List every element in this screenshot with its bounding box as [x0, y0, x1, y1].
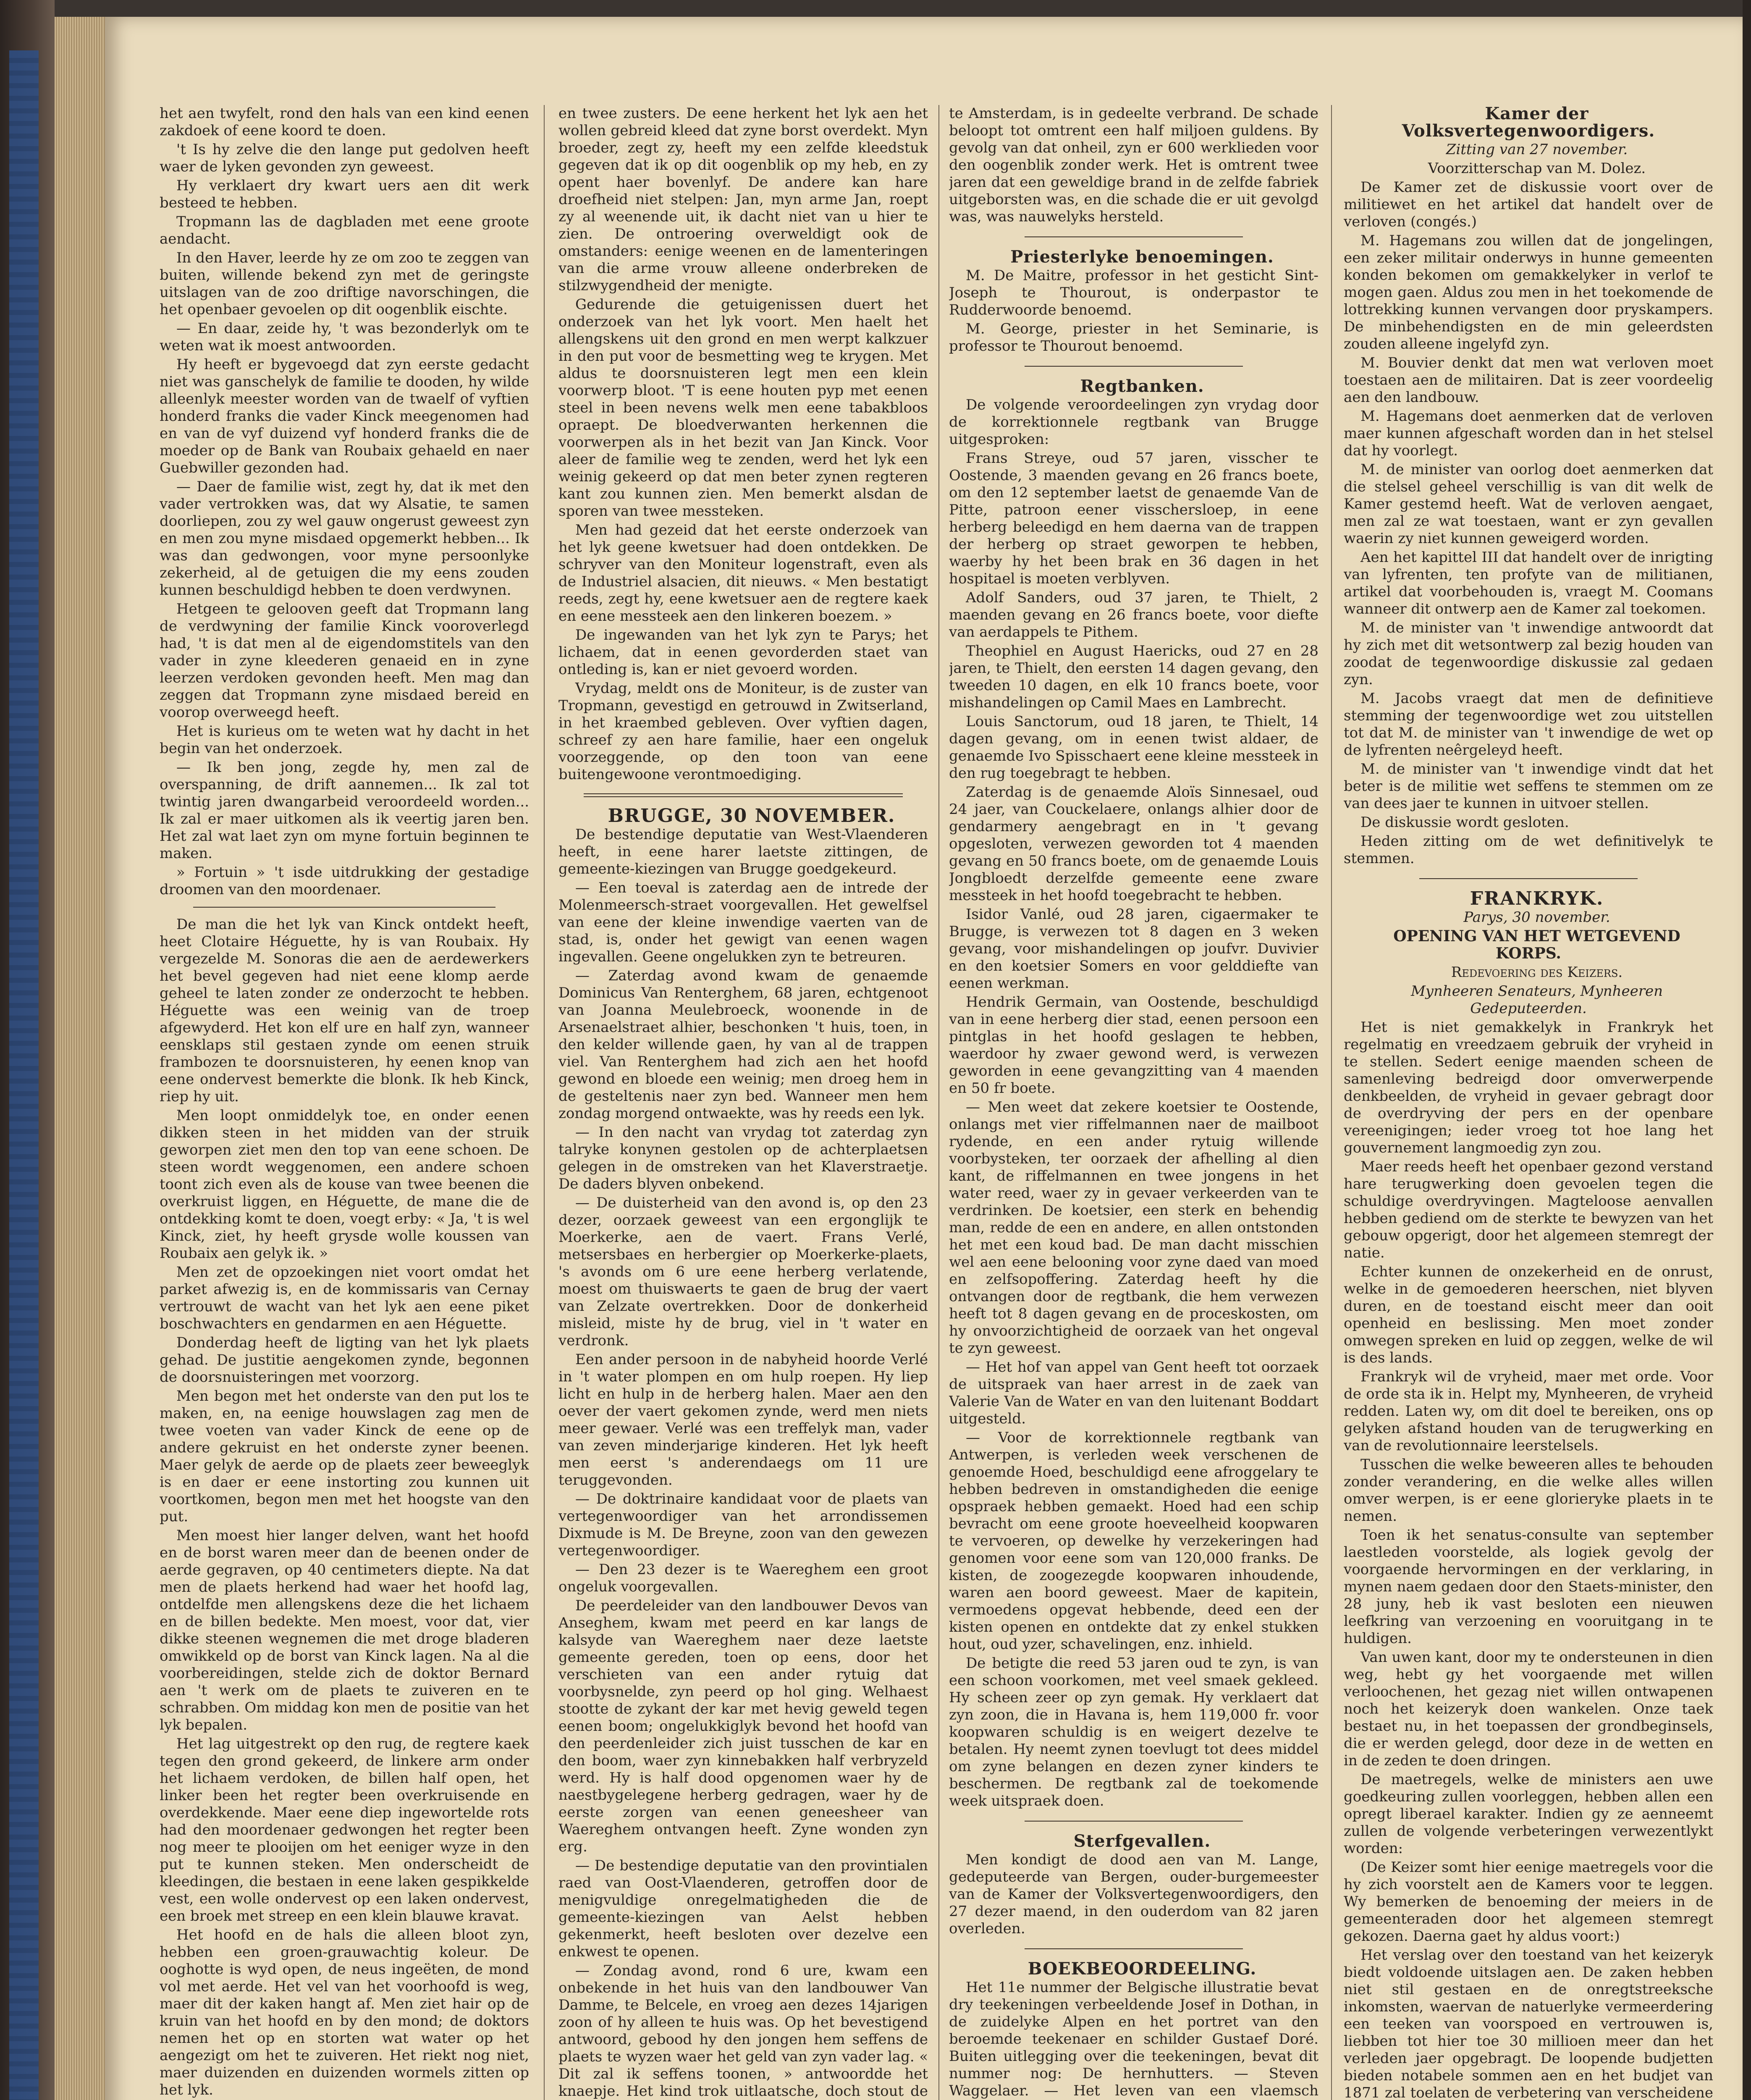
paragraph: Isidor Vanlé, oud 28 jaren, cigaermaker te Brugge, is verwezen tot 8 dagen en 3 weken gevang, voor mishandelingen op joufvr. Duvivier en den koetsier Somers en voor gelddiefte van eenen werkman. [949, 906, 1318, 992]
section-heading-brugge: BRUGGE, 30 NOVEMBER. [608, 805, 896, 827]
paragraph: Het lag uitgestrekt op den rug, de regtere kaek tegen den grond gekeerd, de linkere arm onder het lichaem verdoken, de billen half open, het linker been het regter been overkruisende en overdekkende. Maer eene diep ingewortelde rots had den moordenaer gedwongen het regter been nog meer te plooijen om het eeniger wyze in den put te kunnen steken. Men onderscheidt de kleedingen, die bestaen in eene laken gespikkelde vest, een wolle ondervest op een laken ondervest, een broek met streep en een klein blauwe kravat. [160, 1735, 529, 1924]
paragraph: M. George, priester in het Seminarie, is professor te Thourout benoemd. [949, 320, 1318, 354]
paragraph: Het is kurieus om te weten wat hy dacht in het begin van het onderzoek. [160, 723, 529, 757]
divider [193, 907, 495, 908]
paragraph: M. Hagemans doet aenmerken dat de verloven maer kunnen afgeschaft worden dan in het stelsel dat hy voorlegt. [1344, 408, 1713, 459]
session-chair: Voorzitterschap van M. Dolez. [1428, 160, 1646, 177]
paragraph: Hetgeen te gelooven geeft dat Tropmann lang de verdwyning der familie Kinck vooroverlegd had, 't is dat men al de eigendomstitels van den vader in zyne kleederen genaeid en in zyne leerzen verdoken gevonden heeft. Men mag dan zeggen dat Tropmann zyne misdaed bereid en voorop overweegd heeft. [160, 601, 529, 721]
section-heading-review: BOEKBEOORDEELING. [1028, 1959, 1257, 1979]
paragraph: De ingewanden van het lyk zyn te Parys; het lichaem, dat in eenen gevorderden staet van ontleding is, kan er niet gevoerd worden. [558, 627, 928, 678]
paragraph: De diskussie wordt gesloten. [1360, 814, 1569, 831]
paragraph: — Ik ben jong, zegde hy, men zal de overspanning, de drift aannemen... Ik zal tot twintig jaren dwangarbeid veroordeeld worden... Ik zal er maer uitkomen als ik veertig jaren ben. Het zal wat laet zyn om myne fortuin beginnen te maken. [160, 759, 529, 862]
paragraph: en twee zusters. De eene herkent het lyk aen het wollen gebreid kleed dat zyne borst overdekt. Myn broeder, zegt zy, heeft my een zelfde kleedstuk gegeven dat ik op dit oogenblik op my heb, en zy opent haer bovenlyf. De andere kan hare droefheid niet stelpen: Jan, myn arme Jan, roept zy al weenende uit, ik dacht niet van u hier te zien. De ontroering overweldigt ook de omstanders: eenige weenen en de lamenteringen van die arme vrouw alleene onderbreken de stilzwygendheid der menigte. [558, 105, 928, 294]
paragraph: De betigte die reed 53 jaren oud te zyn, is van een schoon voorkomen, met veel smaek gekleed. Hy scheen zeer op zyn gemak. Hy verklaert dat zyn zoon, die in Havana is, hem 119,000 fr. voor koopwaren schuldig is en weigert dezelve te betalen. Hy neemt zynen toevlugt tot dees middel om zyne belangen en dezen zyner kinders te beschermen. De regtbank zal de toekomende week uitspraek doen. [949, 1655, 1318, 1809]
paragraph: Men zet de opzoekingen niet voort omdat het parket afwezig is, en de kommissaris van Cernay vertrouwt de wacht van het lyk aen eene piket boschwachters en gendarmen en aen Héguette. [160, 1264, 529, 1332]
paragraph: 't Is hy zelve die den lange put gedolven heeft waer de lyken gevonden zyn geweest. [160, 141, 529, 175]
column-rule [1331, 105, 1332, 2100]
paragraph: — In den nacht van vrydag tot zaterdag zyn talryke konynen gestolen op de achterplaetsen gelegen in de omstreken van het Klaverstraetje. De daders blyven onbekend. [558, 1124, 928, 1192]
section-heading-deaths: Sterfgevallen. [1073, 1831, 1211, 1851]
paragraph: M. de minister van oorlog doet aenmerken dat die stelsel geheel verschillig is van dit welk de Kamer gestemd heeft. Wat de verloven aengaet, men zal ze wat toestaen, want er zyn gevallen waerin zy niet kunnen geweigerd worden. [1344, 461, 1713, 547]
spine-cloth [9, 50, 39, 2100]
column-rule [544, 105, 545, 2100]
paragraph: het aen twyfelt, rond den hals van een kind eenen zakdoek of eene koord te doen. [160, 105, 529, 139]
paragraph: Aen het kapittel III dat handelt over de inrigting van lyfrenten, ten profyte van de militianen, artikel dat voorbehouden is, vraegt M. Coomans wanneer dit ontwerp aen de Kamer zal toekomen. [1344, 549, 1713, 617]
divider [1025, 236, 1243, 237]
paragraph: Een ander persoon in de nabyheid hoorde Verlé in 't water plompen en om hulp roepen. Hy liep licht en hulp in de herberg halen. Maer aen den oever der vaert gekomen zynde, werd men niets meer gewaer. Verlé was een treffelyk man, vader van zeven minderjarige kinderen. Het lyk heeft men eerst 's anderendaegs om 11 ure teruggevonden. [558, 1351, 928, 1488]
paragraph: De maetregels, welke de ministers aen uwe goedkeuring zullen voorleggen, hebben allen een opregt liberael karakter. Indien gy ze aenneemt zullen de volgende verbeteringen verwezentlykt worden: [1344, 1771, 1713, 1857]
paragraph: M. De Maitre, professor in het gesticht Sint-Joseph te Thourout, is onderpastor te Rudderwoorde benoemd. [949, 267, 1318, 318]
paragraph: Maer reeds heeft het openbaer gezond verstand hare terugwerking doen gevoelen tegen die schuldige overdryvingen. Magteloose aenvallen hebben gediend om de sterkte te bewyzen van het gebouw opgerigt, door het algemeen stemregt der natie. [1344, 1158, 1713, 1261]
paragraph: Het verslag over den toestand van het keizeryk biedt voldoende uitslagen aen. De zaken hebben niet stil gestaen en de onregtstreeksche inkomsten, waervan de natuerlyke vermeerdering een teeken van voorspoed en vertrouwen is, liebben tot hier toe 30 millioen meer dan het verleden jaer opgebragt. De loopende budjetten bieden notabele sommen aen en het budjet van 1871 zal toelaten de verbetering van verscheidene [1344, 1947, 1713, 2100]
paragraph: Toen ik het senatus-consulte van september laestleden voorstelde, als logiek gevolg der voorgaende hervormingen en der verklaring, in mynen naem gedaen door den Staets-minister, den 28 juny, heb ik vast besloten een nieuwen leefkring van verzoening en vooruitgang in te huldigen. [1344, 1527, 1713, 1647]
session-date: Zitting van 27 november. [1446, 141, 1628, 158]
paragraph: Men kondigt de dood aen van M. Lange, gedeputeerde van Bergen, ouder-burgemeester van de Kamer der Volksvertegenwoordigers, den 27 dezer maend, in den ouderdom van 82 jaren overleden. [949, 1851, 1318, 1937]
right-edge-shadow [1743, 0, 1751, 2100]
column-rule [938, 105, 939, 2100]
paragraph: Tropmann las de dagbladen met eene groote aendacht. [160, 213, 529, 247]
paragraph: M. de minister van 't inwendige vindt dat het beter is de militie wet seffens te stemmen om ze van dees jaer te kunnen in uitvoer stellen. [1344, 761, 1713, 812]
paragraph: Men loopt onmiddelyk toe, en onder eenen dikken steen in het midden van der struik geworpen ziet men den top van eene schoen. De steen wordt weggenomen, een andere schoen toont zich even als de kouse van twee beenen die overkruist liggen, en Héguette, de mane die de ontdekking komt te doen, voegt erby: « Ja, 't is wel Kinck, ziet, hy heeft grysde wolle koussen van Roubaix aen gelyk ik. » [160, 1107, 529, 1262]
paragraph: Hy heeft er bygevoegd dat zyn eerste gedacht niet was ganschelyk de familie te dooden, hy wilde alleenlyk meester worden van de twaelf of vyftien honderd franks die vader Kinck meegenomen had en van de vyf duizend vyf honderd franks die de moeder op de Bank van Roubaix gehaeld en naer Guebwiller gezonden had. [160, 356, 529, 476]
page-edges [55, 17, 105, 2100]
paragraph: Echter kunnen de onzekerheid en de onrust, welke in de gemoederen heerschen, niet blyven duren, en de toestand eischt meer dan ooit openheid en beslissing. Men moet zonder omwegen spreken en luid op zeggen, welke de wil is des lands. [1344, 1263, 1713, 1366]
paragraph: Donderdag heeft de ligting van het lyk plaets gehad. De justitie aengekomen zynde, begonnen de doorsnuisteringen met voorzorg. [160, 1334, 529, 1386]
paragraph: — Een toeval is zaterdag aen de intrede der Molenmeersch-straet voorgevallen. Het gewelfsel van eene der kleine inwendige vaerten van de stad, is, onder het gewigt van eenen wagen ingevallen. Geene ongelukken zyn te betreuren. [558, 879, 928, 965]
paragraph: De Kamer zet de diskussie voort over de militiewet en het artikel dat handelt over de verloven (congés.) [1344, 179, 1713, 230]
paragraph: te Amsterdam, is in gedeelte verbrand. De schade beloopt tot omtrent een half miljoen guldens. By gevolg van dat onheil, zyn er 600 werklieden voor den oogenblik zonder werk. Het is omtrent twee jaren dat een geweldige brand in de zelfde fabriek uitgeborsten was, en die schade die er uit gevolgd was, was nauwelyks hersteld. [949, 105, 1318, 225]
paragraph: Hy verklaert dry kwart uers aen dit werk besteed te hebben. [160, 177, 529, 211]
section-heading-priests: Priesterlyke benoemingen. [1010, 247, 1274, 267]
article-title: OPENING VAN HET WETGEVEND KORPS. [1393, 927, 1680, 962]
paragraph: — En daar, zeide hy, 't was bezonderlyk om te weten wat ik moest antwoorden. [160, 320, 529, 354]
paragraph: Theophiel en August Haericks, oud 27 en 28 jaren, te Thielt, den eersten 14 dagen gevang, den tweeden 10 dagen, en elk 10 francs boete, voor mishandelingen op Camil Maes en Lambrecht. [949, 643, 1318, 711]
paragraph: Men had gezeid dat het eerste onderzoek van het lyk geene kwetsuer had doen ontdekken. De schryver van den Moniteur logenstraft, even als de Industriel alsacien, dit nieuws. « Men bestatigt reeds, zegt hy, eene kwetsuer aen de regtere kaek en eene messteek aen den linkeren boezem. » [558, 522, 928, 625]
column-3 [949, 105, 1318, 2100]
paragraph: Het hoofd en de hals die alleen bloot zyn, hebben een groen-grauwachtig koleur. De ooghotte is wyd open, de neus ingeëten, de mond vol met aerde. Het vel van het voorhoofd is weg, maer dit der kaken hangt af. Men ziet hair op de kruin van het hoofd en by den mond; de doktors nemen het op en storten wat water op het aengezigt om het te zuiveren. Het riekt nog niet, maer duizenden en duizenden wormels zitten op het lyk. [160, 1927, 529, 2098]
paragraph: M. de minister van 't inwendige antwoordt dat hy zich met dit wetsontwerp zal bezig houden van zoodat de tegenwoordige diskussie zal gedaen zyn. [1344, 620, 1713, 688]
section-heading-courts: Regtbanken. [1080, 376, 1204, 396]
paragraph: Tusschen die welke beweeren alles te behouden zonder verandering, en die welke alles willen omver werpen, is er eene glorieryke plaets in te nemen. [1344, 1456, 1713, 1525]
paragraph: M. Bouvier denkt dat men wat verloven moet toestaen aen de militairen. Dat is zeer voordeelig aen den landbouw. [1344, 354, 1713, 406]
paragraph: Vrydag, meldt ons de Moniteur, is de zuster van Tropmann, gevestigd en getrouwd in Zwitserland, in het kraembed gebleven. Over vyftien dagen, schreef zy aen hare familie, haer een ongeluk voorzeggende, op den toon van eene buitengewoone verontmoediging. [558, 680, 928, 783]
paragraph: Men begon met het onderste van den put los te maken, en, na eenige houwslagen zag men de twee voeten van vader Kinck de eene op de andere gekruist en het onderste zyner beenen. Maer gelyk de aerde op de plaets zeer beweeglyk is en daer er eene instorting zou kunnen uit voortkomen, begon men met het hoogste van den put. [160, 1388, 529, 1525]
paragraph: Van uwen kant, door my te ondersteunen in dien weg, hebt gy het voorgaende met willen verloochenen, het gezag niet willen ontwapenen noch het keizeryk doen wankelen. Onze taek bestaet nu, in het toepassen der grondbeginsels, die er werden gelegd, door deze in de wetten en in de zeden te doen dringen. [1344, 1649, 1713, 1769]
section-heading-france: FRANKRYK. [1470, 888, 1604, 909]
paragraph: Het is niet gemakkelyk in Frankryk het regelmatig en vreedzaem gebruik der vryheid in te stellen. Sedert eenige maenden scheen de samenleving bedreigd door omverwerpende denkbeelden, de vryheid in gevaer gebragt door de overdryving der pers en der openbare vereenigingen; ieder vroeg tot hoe lang het gouvernement langmoedig zyn zou. [1344, 1019, 1713, 1156]
paragraph: — Men weet dat zekere koetsier te Oostende, onlangs met vier riffelmannen naer de mailboot rydende, en een ander rytuig willende voorbysteken, ter oorzaek der afhelling al dien kant, de riffelmannen en twee jongens in het water reed, waer zy in gevaer verkeerden van te verdrinken. De koetsier, een sterk en behendig man, redde de een en andere, en allen ontstonden het met een koud bad. De man dacht misschien wel aen eene belooning voor zyne daed van moed en zelfsopoffering. Zaterdag heeft hy die ontvangen door de regtbank, die hem verwezen heeft tot 8 dagen gevang en de proceskosten, om hy onvoorzichtigheid de oorzaek van het ongeval te zyn geweest. [949, 1099, 1318, 1357]
book-spine [0, 0, 55, 2100]
paragraph: Adolf Sanders, oud 37 jaren, te Thielt, 2 maenden gevang en 26 francs boete, voor diefte van aerdappels te Pithem. [949, 589, 1318, 640]
divider [1025, 366, 1243, 367]
paragraph: — Daer de familie wist, zegt hy, dat ik met den vader vertrokken was, dat wy Alsatie, te samen doorliepen, zou zy wel gauw ongerust geweest zyn en men zou myne misdaed opgemerkt hebben... Ik was dan gedwongen, voor myne persoonlyke zekerheid, al de getuigen die my eens zouden kunnen beschuldigd hebben te doen verdwynen. [160, 478, 529, 598]
section-heading-chamber: Kamer der Volksvertegenwoordigers. [1402, 105, 1655, 141]
paragraph: » Fortuin » 't isde uitdrukking der gestadige droomen van den moordenaer. [160, 864, 529, 898]
paragraph: — De bestendige deputatie van den provintialen raed van Oost-Vlaenderen, getroffen door de menigvuldige onregelmatigheden die de gemeente-kiezingen van Aelst hebben gekenmerkt, heeft besloten over dezelve een enkwest te openen. [558, 1857, 928, 1960]
paragraph: — Den 23 dezer is te Waereghem een groot ongeluk voorgevallen. [558, 1561, 928, 1595]
paragraph: (De Keizer somt hier eenige maetregels voor die hy zich voorstelt aen de Kamers voor te leggen. Wy bemerken de benoeming der meiers in de gemeenteraden door het algemeen stemregt gekozen. Daerna gaet hy aldus voort:) [1344, 1859, 1713, 1945]
paragraph: M. Jacobs vraegt dat men de definitieve stemming der tegenwoordige wet zou uitstellen tot dat M. de minister van 't inwendige de wet op de lyfrenten neêrgeleyd heeft. [1344, 690, 1713, 759]
paragraph: Hendrik Germain, van Oostende, beschuldigd van in eene herberg dier stad, eenen persoon een pintglas in het hoofd geslagen te hebben, waerdoor hy zwaer gewond werd, is verwezen geworden in eene gevangzitting van 4 maenden en 50 fr boete. [949, 994, 1318, 1097]
columns [160, 105, 1738, 2100]
paragraph: Louis Sanctorum, oud 18 jaren, te Thielt, 14 dagen gevang, om in eenen twist aldaer, de genaemde Ivo Spisschaert eene kleine messteek in den rug toegebragt te hebben. [949, 713, 1318, 782]
paragraph: Het 11e nummer der Belgische illustratie bevat dry teekeningen verbeeldende Josef in Dothan, in de zuidelyke Alpen en het portret van den beroemde teekenaer en schilder Gustaef Doré. Buiten uitlegging over die teekeningen, bevat dit nummer nog: De hernhutters. — Steven Waggelaer. — Het leven van een vlaemsch [949, 1979, 1318, 2099]
column-2 [558, 105, 928, 2100]
paragraph: — Zaterdag avond kwam de genaemde Dominicus Van Renterghem, 68 jaren, echtgenoot van Joanna Meulebroeck, woonende in de Arsenaelstraet alhier, beschonken 't huis, toen, in den kelder willende gaen, hy van al de trappen viel. Van Renterghem had zich aen het hoofd gewond en bloede een weinig; men droeg hem in de gesteltenis naer zyn bed. Wanneer men hem zondag morgend ontwaekte, was hy reeds een lyk. [558, 967, 928, 1122]
divider [1025, 1948, 1243, 1949]
paragraph: Zaterdag is de genaemde Aloïs Sinnesael, oud 24 jaer, van Couckelaere, onlangs alhier door de gendarmery aengebragt en in 't gevang opgesloten, verwezen geworden tot 4 maenden gevang en 50 francs boete, om de genaemde Louis Jongbloedt derzelfde gemeente eene zware messteek in het hoofd toegebracht te hebben. [949, 784, 1318, 904]
salutation: Mynheeren Senateurs, Mynheeren Gedeputeerden. [1410, 983, 1663, 1017]
paragraph: — Het hof van appel van Gent heeft tot oorzaek de uitspraek van haer arrest in de zaek van Valerie Van de Water en van den luitenant Boddart uitgesteld. [949, 1359, 1318, 1427]
paragraph: Heden zitting om de wet definitivelyk te stemmen. [1344, 833, 1713, 867]
divider [1025, 1821, 1243, 1822]
paragraph: — De duisterheid van den avond is, op den 23 dezer, oorzaek geweest van een ergonglijk te Moerkerke, aen de vaert. Frans Verlé, metsersbaes en herbergier op Moerkerke-plaets, 's avonds om 6 ure eene herberg verlatende, moest om thuiswaerts te gaen de brug der vaert van Zelzate overtrekken. Door de donkerheid misleid, miste hy de brug, viel in 't water en verdronk. [558, 1194, 928, 1349]
dateline: Parys, 30 november. [1463, 909, 1610, 926]
paragraph: De man die het lyk van Kinck ontdekt heeft, heet Clotaire Héguette, hy is van Roubaix. Hy vergezelde M. Sonoras die aen de aerdewerkers het bevel gegeven had niet eene klomp aerde geheel te laten zonder ze onderzocht te hebben. Héguette was een weinig van de troep afgewyderd. Het kon elf ure en half zyn, wanneer eensklaps stil gestaen zynde om eenen struik frambozen te doorsnuisteren, hy eenen knop van eene ondervest bemerkte die blonk. Ik heb Kinck, riep hy uit. [160, 916, 529, 1105]
paragraph: — De doktrinaire kandidaat voor de plaets van vertegenwoordiger van het arrondissemen Dixmude is M. De Breyne, zoon van den gewezen vertegenwoordiger. [558, 1491, 928, 1559]
paragraph: — Zondag avond, rond 6 ure, kwam een onbekende in het huis van den landbouwer Van Damme, te Belcele, en vroeg aen dezes 14jarigen zoon of hy alleen te huis was. Op het bevestigend antwoord, gebood hy den jongen hem seffens de plaets te wyzen waer het geld van zyn vader lag. « Dit zal ik seffens toonen, » antwoordde het knaepje. Het kind trok uitlaatsche, doch stout de [558, 1962, 928, 2100]
divider [1419, 878, 1638, 879]
column-4 [1344, 105, 1713, 2100]
paragraph: Men moest hier langer delven, want het hoofd en de borst waren meer dan de beenen onder de aerde gegraven, op 40 centimeters diepte. Na dat men de plaets herkend had waer het hoofd lag, ontdelfde men allengskens deze die het lichaem en de billen bedekte. Men moest, voor dat, vier dikke steenen wegnemen die met droge bladeren omwikkeld op de borst van Kinck lagen. Na al die voorbereidingen, stelde zich de doktor Bernard aen 't werk om de plaets te zuiveren en te schrabben. Om middag kon men de positie van het lyk bepalen. [160, 1527, 529, 1733]
newspaper-page [105, 17, 1743, 2100]
paragraph: — Voor de korrektionnele regtbank van Antwerpen, is verleden week verschenen de genoemde Hoed, beschuldigd eene afroggelary te hebben bedreven in omstandigheden die eenige opspraek hebben gemaekt. Hoed had een schip bevracht om eene groote hoeveelheid koopwaren te vervoeren, op dewelke hy verzekeringen had genomen voor eene som van 120,000 franks. De kisten, de zoogezegde koopwaren inhoudende, waren aen boord geweest. Maer de kapitein, vermoedens opgevat hebbende, deed een der kisten openen en ontdekte dat zy enkel stukken hout, oud yzer, schavelingen, enz. inhield. [949, 1429, 1318, 1653]
paragraph: Frankryk wil de vryheid, maer met orde. Voor de orde sta ik in. Helpt my, Mynheeren, de vryheid redden. Laten wy, om dit doel te bereiken, ons op gelyken afstand houden van de terugwerking en van de revolutionnaire leerstelsels. [1344, 1368, 1713, 1454]
paragraph: In den Haver, leerde hy ze om zoo te zeggen van buiten, willende bekend zyn met de geringste uitslagen van de zoo driftige navorschingen, die het openbaer gevoelen op dit oogenblik eischte. [160, 249, 529, 318]
paragraph: De volgende veroordeelingen zyn vrydag door de korrektionnele regtbank van Brugge uitgesproken: [949, 396, 1318, 448]
article-subtitle: Redevoering des Keizers. [1451, 964, 1623, 981]
divider [584, 793, 903, 797]
paragraph: De peerdeleider van den landbouwer Devos van Anseghem, kwam met peerd en kar langs de kalsyde van Waereghem naer deze laetste gemeente gereden, toen op eens, door het verschieten van een ander rytuig dat voorbysnelde, zyn peerd op hol ging. Welhaest stootte de zykant der kar met hevig geweld tegen eenen boom; ongelukkiglyk bevond het hoofd van den peerdenleider zich juist tusschen de kar en den boom, waer zyn kinnebakken half verbryzeld werd. Hy is half dood opgenomen waer hy de naestbygelegene herberg gedragen, waer hy de eerste zorgen van eenen geneesheer van Waereghem ontvangen heeft. Zyne wonden zyn erg. [558, 1597, 928, 1855]
paragraph: Frans Streye, oud 57 jaren, visscher te Oostende, 3 maenden gevang en 26 francs boete, om den 12 september laetst de genaemde Van de Pitte, patroon eener visschersloep, in eene herberg beleedigd en hem daerna van de trappen der herberg op straet geworpen te hebben, waerby hy het been brak en 36 dagen in het hospitael is moeten verblyven. [949, 450, 1318, 587]
paragraph: De bestendige deputatie van West-Vlaenderen heeft, in eene harer laetste zittingen, de gemeente-kiezingen van Brugge goedgekeurd. [558, 826, 928, 877]
paragraph: M. Hagemans zou willen dat de jongelingen, een zeker militair onderwys in hunne gemeenten konden bekomen om gemakkelyker in verlof te mogen gaen. Aldus zou men in het toekomende de lottrekking kunnen vervangen door pryskampers. De minbehendigsten en de min geleerdsten zouden alleene ingelyfd zyn. [1344, 232, 1713, 352]
paragraph: Gedurende die getuigenissen duert het onderzoek van het lyk voort. Men haelt het allengskens uit den grond en men werpt kalkzuer in den put voor de besmetting weg te krygen. Met aldus te doorsnuisteren legt men een klein voorwerp bloot. 'T is eene houten pyp met eenen steel in been nevens welk men eene tabakbloos opraept. De bloedverwanten herkennen die voorwerpen als in het bezit van Jan Kinck. Voor aleer de familie weg te zenden, werd het lyk een weinig gekeerd op dat men beter zynen regteren kant zou kunnen zien. Men bemerkt alsdan de sporen van twee messteken. [558, 296, 928, 520]
column-1 [160, 105, 529, 2100]
